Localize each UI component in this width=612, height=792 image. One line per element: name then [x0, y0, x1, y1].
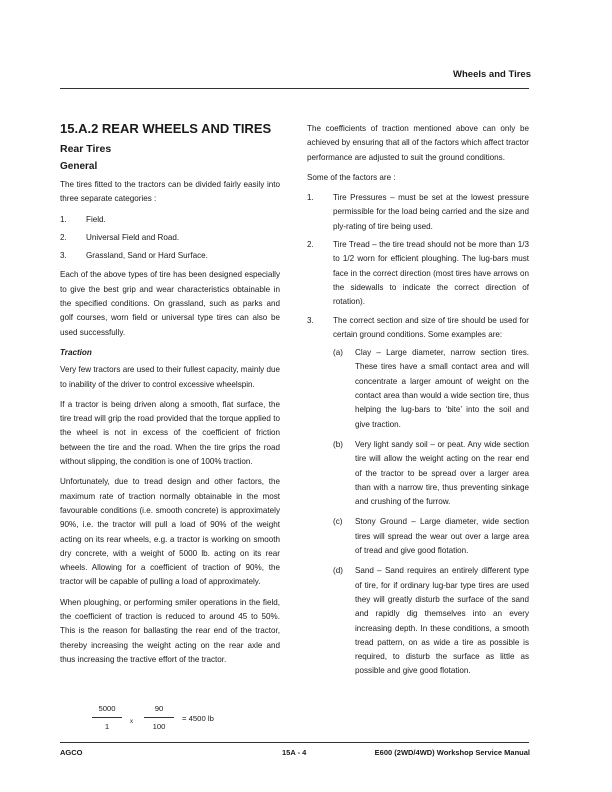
tire-categories-list [60, 213, 280, 264]
list-item [307, 238, 529, 309]
list-number: 3. [307, 315, 314, 325]
traction-paragraph-2: If a tractor is being driven along a smooth, flat surface, the tire tread will grip the road provided that the torque applied to the wheel is not in excess of the coefficient of friction between the tire and the road. When the tire grips the road without slipping, the condition is one of 100% traction. [60, 399, 280, 467]
list-text: Tire Tread – the tire tread should not be more than 1/3 to 1/2 worn for efficient ploughing. The lug-bars must face in the correct direction (most tires have arrows on the sidewalls to indicate the correct direction of rotation). [333, 240, 529, 307]
list-number: 3. [60, 251, 67, 261]
list-item [333, 515, 529, 558]
list-text: Universal Field and Road. [86, 232, 180, 242]
list-text: Clay – Large diameter, narrow section tires. These tires have a small contact area and will concentrate a larger amount of weight on the contact area than would a wide section tire, thus helping the lug-bars to ‘bite’ into the soil and give traction. [355, 348, 529, 429]
list-item [60, 213, 280, 227]
list-text: Stony Ground – Large diameter, wide section tires will spread the wear out over a large area of tread and give good flotation. [355, 517, 529, 556]
list-number: 2. [60, 232, 67, 242]
traction-formula [92, 704, 252, 740]
left-column [60, 122, 280, 673]
intro-paragraph: The tires fitted to the tractors can be divided fairly easily into three separate categories : [60, 180, 280, 204]
header-rule [60, 88, 529, 89]
ground-conditions-list [333, 346, 529, 679]
fraction-numerator: 90 [144, 704, 174, 718]
traction-paragraph-1: Very few tractors are used to their fullest capacity, mainly due to inability of the driver to control excessive wheelspin. [60, 365, 280, 389]
formula-result: = 4500 lb [182, 714, 214, 723]
subheading-general: General [60, 161, 98, 172]
list-letter: (b) [333, 439, 343, 449]
list-text: Field. [86, 214, 106, 224]
design-paragraph: Each of the above types of tire has been designed especially to give the best grip and wear characteristics obtainable in the specified conditions. On grassland, such as parks and golf courses, worn field or universal type tires can also be used successfully. [60, 270, 280, 337]
right-column [307, 122, 529, 690]
list-number: 2. [307, 240, 314, 250]
multiply-sign: x [130, 719, 133, 725]
list-number: 1. [307, 193, 314, 203]
factors-intro: Some of the factors are : [307, 172, 396, 182]
list-text: Grassland, Sand or Hard Surface. [86, 251, 208, 261]
fraction-numerator: 5000 [92, 704, 122, 718]
fraction-percentage [144, 704, 174, 731]
list-text: Tire Pressures – must be set at the lowest pressure permissible for the load being carried and the size and ply-rating of tire being used. [333, 193, 529, 231]
list-letter: (c) [333, 517, 343, 527]
footer-brand: AGCO [60, 748, 83, 757]
footer-rule [60, 742, 529, 743]
list-letter: (a) [333, 348, 343, 358]
list-item [60, 249, 280, 263]
coefficients-paragraph: The coefficients of traction mentioned above can only be achieved by ensuring that all of the factors which affect tractor performance are adjusted to suit the ground conditions. [307, 124, 529, 162]
traction-paragraph-3: Unfortunately, due to tread design and other factors, the maximum rate of traction normally obtainable in the most favourable conditions (i.e. smooth concrete) is approximately 90%, i.e. the tractor will pull a load of 90% of the weight acting on its rear wheels, e.g. a tractor is working on smooth dry concrete, with a weight of 5000 lb. acting on its rear wheels. Allowing for a coefficient of traction of 90%, the tractor will be capable of pulling a load of approximately. [60, 477, 280, 587]
list-letter: (d) [333, 566, 343, 576]
list-item [307, 314, 529, 685]
traction-paragraph-4: When ploughing, or performing smiler operations in the field, the coefficient of traction is reduced to around 45 to 50%. This is the reason for ballasting the rear end of the tractor, thereby increasing the weight acting on the rear axle and thus increasing the tractive effort of the tractor. [60, 597, 280, 664]
running-header-title: Wheels and Tires [453, 69, 531, 80]
traction-heading: Traction [60, 347, 92, 357]
factors-list [307, 191, 529, 685]
fraction-denominator: 100 [152, 722, 166, 731]
fraction-weight [92, 704, 122, 731]
list-text: Sand – Sand requires an entirely different type of tire, for if ordinary lug-bar type tires are used they will greatly disturb the surface of the sand and rapidly dig themselves into an every increasing depth. In these conditions, a smooth tread pattern, on as wide a tire as possible is required, to disturb the surface as little as possible and give good flotation. [355, 566, 529, 676]
subheading-rear-tires: Rear Tires [60, 143, 112, 155]
list-text: Very light sandy soil – or peat. Any wide section tire will allow the weight acting on the rear end of the tractor to be spread over a larger area than with a narrow tire, thus preventing sinkage and crushing of the furrow. [355, 439, 529, 507]
list-text: The correct section and size of tire should be used for certain ground conditions. Some examples are: [333, 315, 529, 339]
list-item [333, 346, 529, 432]
list-text-block [333, 314, 529, 685]
list-item [333, 564, 529, 678]
footer-manual-title: E600 (2WD/4WD) Workshop Service Manual [374, 748, 530, 757]
fraction-denominator: 1 [104, 722, 110, 731]
footer-page-number: 15A - 4 [282, 748, 307, 757]
list-item [307, 191, 529, 234]
list-number: 1. [60, 214, 67, 224]
list-item [333, 438, 529, 509]
section-heading: 15.A.2 REAR WHEELS AND TIRES [60, 121, 272, 136]
list-item [60, 231, 280, 245]
